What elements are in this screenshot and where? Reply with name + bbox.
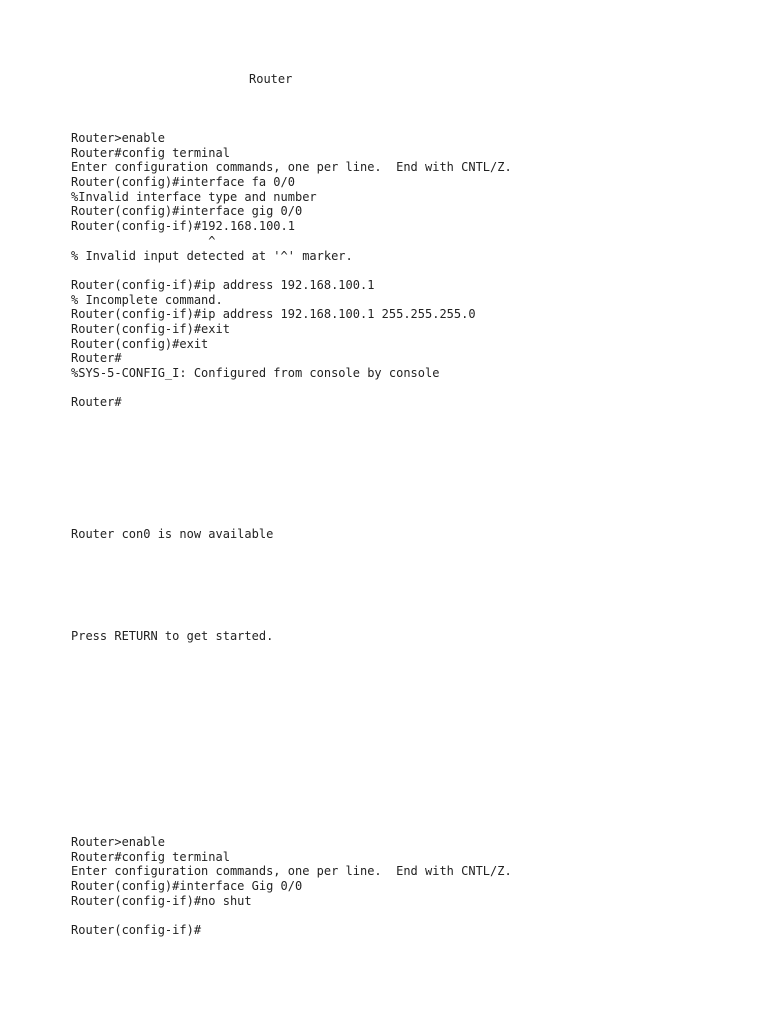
press-return-line: Press RETURN to get started. <box>71 629 274 643</box>
console-line: Router(config)#interface fa 0/0 <box>71 175 295 190</box>
console-line: Router(config)#interface gig 0/0 <box>71 204 303 219</box>
con0-available-line: Router con0 is now available <box>71 527 274 541</box>
blank-line <box>71 263 512 278</box>
console-line: Router(config-if)#no shut <box>71 893 252 908</box>
console-line: Router#config terminal <box>71 145 230 160</box>
console-block-1 <box>71 131 512 410</box>
blank-line <box>71 381 512 396</box>
console-line: Router# <box>71 351 122 366</box>
console-line: %Invalid interface type and number <box>71 189 317 204</box>
console-line: % Incomplete command. <box>71 292 223 307</box>
console-con0-message <box>71 527 273 542</box>
blank-line <box>71 908 512 923</box>
console-line: Router(config-if)#ip address 192.168.100.1 255.255.255.0 <box>71 307 476 322</box>
console-line: Router(config-if)#192.168.100.1 <box>71 219 295 234</box>
console-line: Router(config)#exit <box>71 336 209 351</box>
console-line: Router# <box>71 395 122 410</box>
document-title: Router <box>249 72 293 86</box>
console-press-return <box>71 629 273 644</box>
console-line: Enter configuration commands, one per line. End with CNTL/Z. <box>71 160 512 175</box>
console-line: Router(config-if)#exit <box>71 321 230 336</box>
console-line: Router(config-if)#ip address 192.168.100.1 <box>71 277 375 292</box>
console-block-2 <box>71 835 512 938</box>
console-line: Router#config terminal <box>71 849 230 864</box>
console-line: Router>enable <box>71 835 165 849</box>
console-line: % Invalid input detected at '^' marker. <box>71 248 353 263</box>
console-line: Enter configuration commands, one per line. End with CNTL/Z. <box>71 864 512 879</box>
console-line: Router>enable <box>71 131 165 145</box>
error-caret-marker: ^ <box>71 233 216 248</box>
console-line: Router(config-if)# <box>71 923 202 938</box>
console-line: Router(config)#interface Gig 0/0 <box>71 879 303 894</box>
console-line: %SYS-5-CONFIG_I: Configured from console by console <box>71 366 440 380</box>
